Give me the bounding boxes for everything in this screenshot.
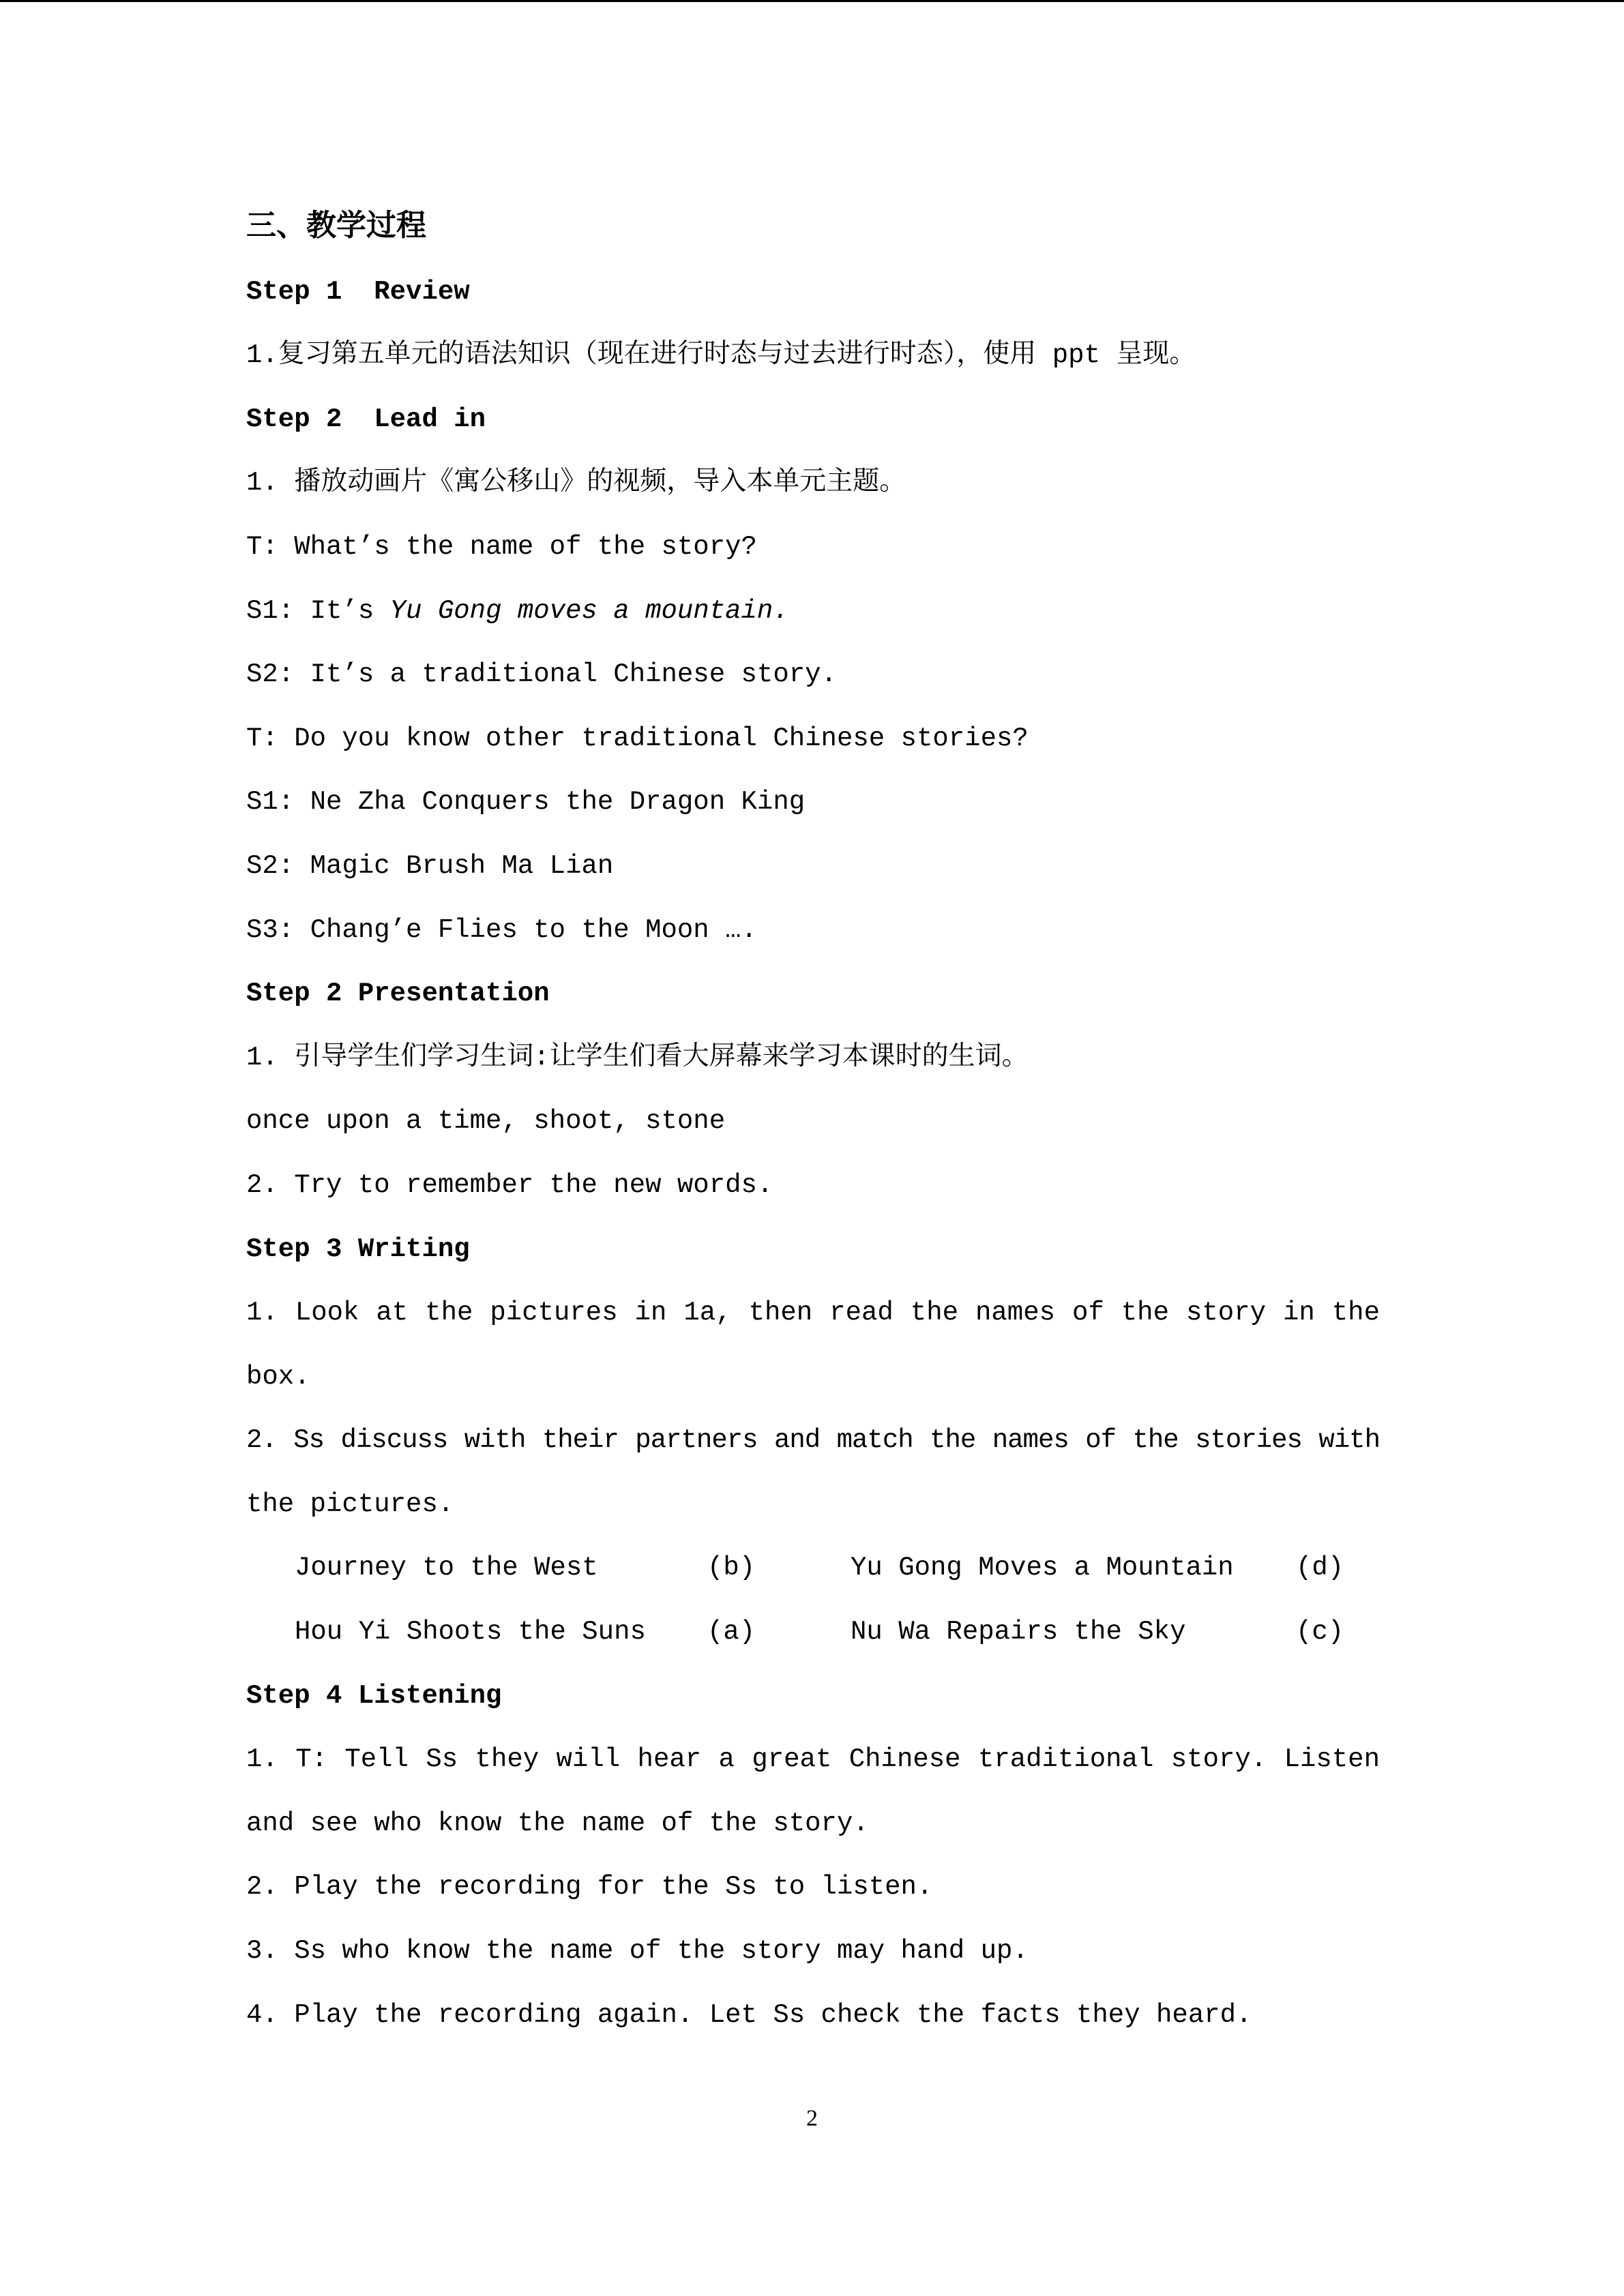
section-title: 三、教学过程	[246, 211, 426, 245]
step-heading-writing: Step 3 Writing	[246, 1234, 470, 1264]
presentation-item: 1. 引导学生们学习生词:让学生们看大屏幕来学习本课时的生词。	[246, 1042, 1029, 1073]
listening-item: 2. Play the recording for the Ss to listen.	[246, 1872, 933, 1903]
dialogue-line: T: What’s the name of the story?	[246, 531, 757, 562]
listening-item-line: 1. T: Tell Ss they will hear a great Chinese traditional story. Listen	[246, 1744, 1380, 1775]
dialogue-line: S3: Chang’e Flies to the Moon ….	[246, 914, 757, 945]
top-border-line	[0, 0, 1624, 2]
dialogue-line-prefix: S1: It’s	[246, 595, 390, 626]
dialogue-line: S1: Ne Zha Conquers the Dragon King	[246, 787, 806, 818]
matching-letter: (b)	[707, 1553, 756, 1583]
writing-item-line: box.	[246, 1361, 310, 1392]
writing-item-line: 2. Ss discuss with their partners and match the names of the stories with	[246, 1425, 1380, 1456]
matching-row	[246, 1600, 1419, 1665]
presentation-item: 2. Try to remember the new words.	[246, 1169, 773, 1200]
dialogue-line	[246, 580, 1419, 644]
matching-letter: (c)	[1296, 1617, 1344, 1648]
listening-item: 3. Ss who know the name of the story may hand up.	[246, 1936, 1029, 1967]
step-heading-presentation: Step 2 Presentation	[246, 979, 550, 1009]
matching-story: Yu Gong Moves a Mountain	[851, 1553, 1234, 1583]
step-heading-review: Step 1 Review	[246, 276, 470, 307]
matching-letter: (d)	[1296, 1553, 1344, 1583]
step-heading-listening: Step 4 Listening	[246, 1680, 502, 1711]
listening-item: 4. Play the recording again. Let Ss check the facts they heard.	[246, 1999, 1252, 2030]
dialogue-line: T: Do you know other traditional Chinese stories?	[246, 723, 1029, 754]
matching-row	[246, 1536, 1419, 1600]
step-heading-lead-in: Step 2 Lead in	[246, 404, 486, 434]
vocabulary-words: once upon a time, shoot, stone	[246, 1106, 726, 1137]
writing-item-line: 1. Look at the pictures in 1a, then read the names of the story in the	[246, 1298, 1380, 1328]
writing-item-line: the pictures.	[246, 1489, 454, 1519]
document-body	[246, 196, 1419, 2047]
lead-in-item: 1. 播放动画片《寓公移山》的视频，导入本单元主题。	[246, 468, 906, 498]
matching-letter: (a)	[707, 1617, 756, 1648]
dialogue-line: S2: Magic Brush Ma Lian	[246, 850, 614, 881]
page-number: 2	[806, 2106, 818, 2131]
listening-item-line: and see who know the name of the story.	[246, 1808, 869, 1838]
dialogue-line-italic-title: Yu Gong moves a mountain.	[389, 595, 789, 626]
dialogue-line: S2: It’s a traditional Chinese story.	[246, 659, 837, 690]
matching-story: Nu Wa Repairs the Sky	[851, 1617, 1186, 1648]
matching-story: Hou Yi Shoots the Suns	[295, 1617, 646, 1648]
review-item: 1.复习第五单元的语法知识（现在进行时态与过去进行时态），使用 ppt 呈现。	[246, 340, 1196, 371]
matching-story: Journey to the West	[295, 1553, 598, 1583]
